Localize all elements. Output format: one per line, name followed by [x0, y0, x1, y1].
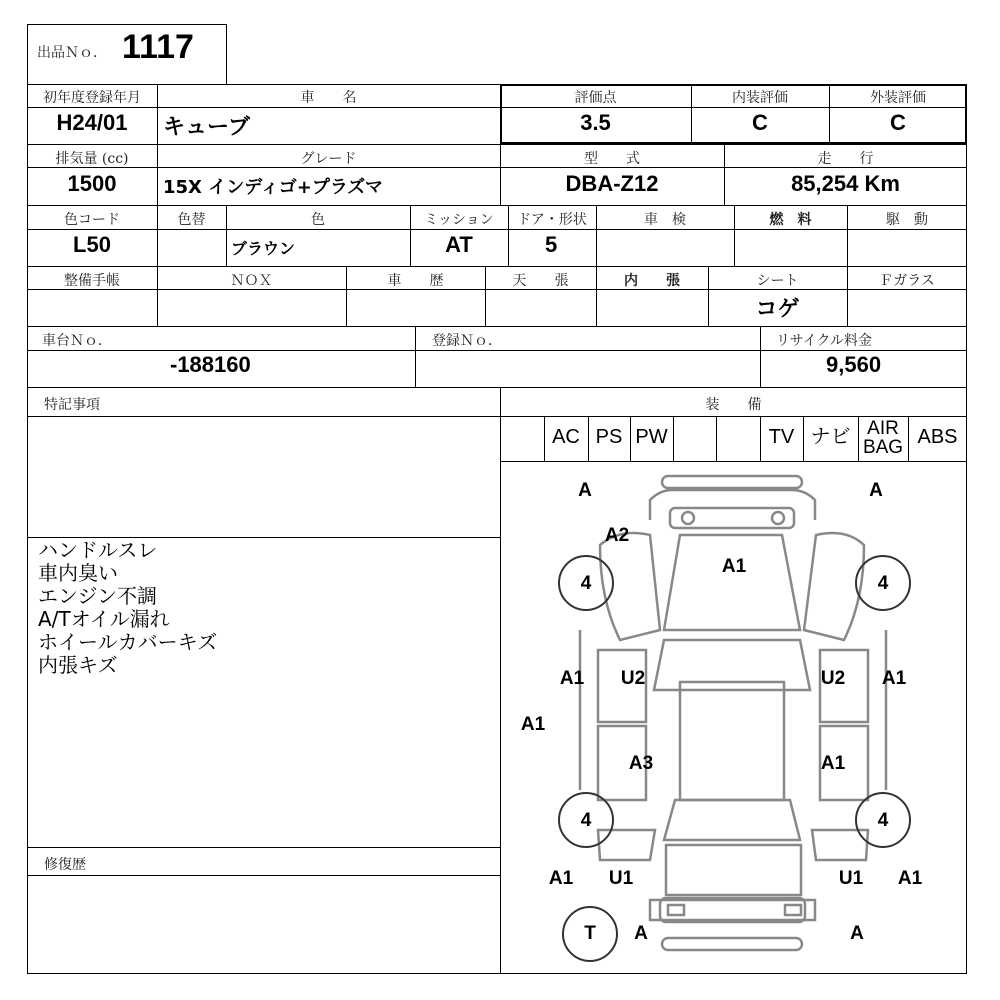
door-label: ドア・形状: [517, 212, 587, 228]
maintenance-label: 整備手帳: [64, 273, 120, 289]
lot-number: 1117: [122, 28, 194, 66]
car-name-label: 車 名: [300, 90, 357, 106]
damage-mark: U1: [838, 868, 864, 889]
damage-mark: U2: [620, 668, 646, 689]
fglass-label: Ｆガラス: [879, 273, 935, 289]
equipment-label: 装 備: [705, 397, 762, 413]
seat-label: シート: [756, 273, 799, 289]
damage-mark: A1: [820, 753, 846, 774]
inner-label: 内 張: [624, 273, 680, 289]
damage-mark: A: [869, 480, 883, 501]
tire-front-left-depth: 4: [580, 573, 592, 594]
spare-tire-label: T: [584, 923, 596, 944]
remarks-label: 特記事項: [44, 397, 100, 413]
exterior-label: 外装評価: [870, 90, 926, 106]
color-value: ブラウン: [231, 239, 296, 258]
tire-rear-right-depth: 4: [877, 810, 889, 831]
score-label: 評価点: [574, 90, 617, 106]
drive-label: 駆 動: [886, 212, 928, 228]
grade-value: 15X インディゴ+プラズマ: [163, 177, 383, 198]
damage-mark: U2: [820, 668, 846, 689]
equipment-ps: PS: [595, 426, 623, 448]
nox-label: ＮＯＸ: [230, 273, 273, 289]
chassis-label: 車台Ｎｏ．: [42, 333, 112, 349]
interior-value: C: [752, 110, 768, 135]
interior-label: 内装評価: [732, 90, 788, 106]
damage-mark: A1: [548, 868, 574, 889]
model-label: 型 式: [584, 151, 640, 167]
history-label: 車 歴: [387, 273, 444, 289]
damage-mark: A1: [897, 868, 923, 889]
equipment-tv: TV: [768, 426, 795, 448]
score-value: 3.5: [580, 110, 611, 135]
mission-label: ミッション: [424, 212, 494, 228]
color-change-label: 色替: [177, 212, 206, 228]
mileage-label: 走 行: [817, 151, 874, 167]
remark-item: ホイールカバーキズ: [38, 630, 218, 654]
remark-item: 車内臭い: [38, 561, 118, 585]
remark-item: エンジン不調: [38, 584, 157, 608]
damage-mark: A1: [881, 668, 907, 689]
door-value: 5: [545, 232, 558, 257]
equipment-abs: ABS: [917, 426, 958, 448]
repair-history-label: 修復歴: [44, 857, 86, 873]
damage-mark: A: [634, 923, 648, 944]
seat-value: コゲ: [755, 296, 800, 321]
damage-mark: A: [850, 923, 864, 944]
grade-label: グレード: [300, 151, 357, 167]
car-damage-diagram: [500, 462, 967, 974]
year-value: H24/01: [56, 110, 128, 135]
recycle-value: 9,560: [826, 352, 882, 377]
tire-rear-left-depth: 4: [580, 810, 592, 831]
tire-front-right-depth: 4: [877, 573, 889, 594]
damage-mark: A1: [520, 714, 546, 735]
cc-label: 排気量 (cc): [55, 151, 129, 167]
inspection-label: 車 検: [644, 212, 686, 228]
fuel-label: 燃 料: [769, 212, 812, 228]
registration-label: 登録Ｎｏ．: [432, 333, 502, 349]
roof-label: 天 張: [512, 273, 569, 289]
car-name-value: キューブ: [163, 114, 250, 139]
remark-item: 内張キズ: [38, 653, 118, 677]
equipment-airbag: AIR BAG: [862, 418, 904, 458]
equipment-ac: AC: [552, 426, 580, 448]
cc-value: 1500: [67, 171, 117, 196]
damage-mark: U1: [608, 868, 634, 889]
remarks-list: [38, 539, 217, 677]
damage-mark: A3: [628, 753, 654, 774]
recycle-label: リサイクル料金: [776, 333, 873, 349]
lot-number-label: 出品Ｎｏ．: [37, 45, 107, 61]
remark-item: ハンドルスレ: [38, 538, 158, 562]
damage-mark: A1: [721, 556, 747, 577]
mileage-value: 85,254 Km: [791, 171, 900, 196]
year-label: 初年度登録年月: [43, 90, 141, 106]
model-value: DBA-Z12: [565, 171, 659, 196]
color-code-value: L50: [73, 232, 111, 257]
damage-mark: A2: [604, 525, 630, 546]
remark-item: A/Tオイル漏れ: [38, 607, 170, 631]
chassis-value: -188160: [170, 352, 251, 377]
mission-value: AT: [445, 232, 473, 257]
equipment-navi: ナビ: [810, 426, 851, 448]
color-code-label: 色コード: [64, 212, 120, 228]
exterior-value: C: [890, 110, 906, 135]
damage-mark: A: [578, 480, 592, 501]
color-label: 色: [311, 212, 325, 228]
equipment-pw: PW: [635, 426, 668, 448]
damage-mark: A1: [559, 668, 585, 689]
